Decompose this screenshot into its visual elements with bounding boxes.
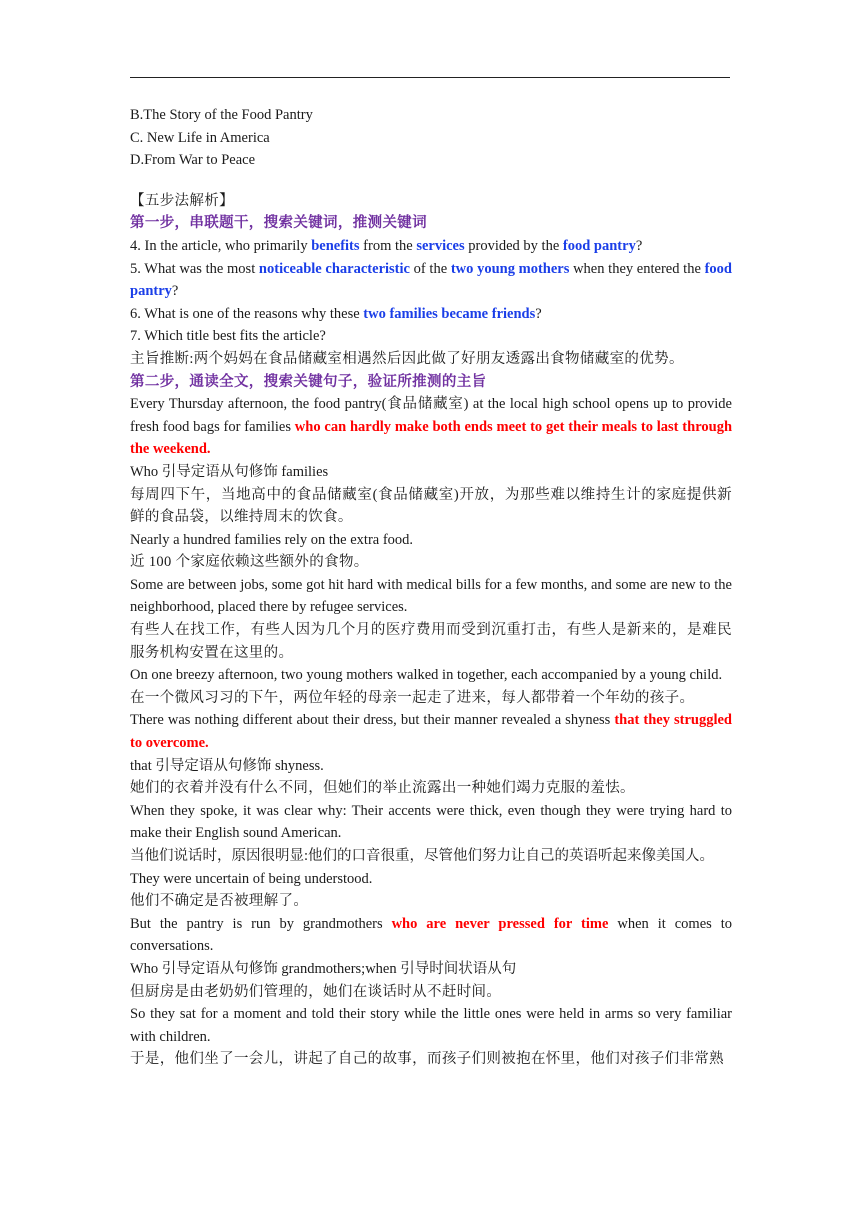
- main-idea-inference: 主旨推断:两个妈妈在食品储藏室相遇然后因此做了好朋友透露出食物储藏室的优势。: [130, 350, 684, 367]
- passage-paragraph-6: When they spoke, it was clear why: Their accents were thick, even though they were trying hard to make their English sound American.: [130, 802, 732, 842]
- passage-paragraph-7: They were uncertain of being understood.: [130, 870, 373, 887]
- question-7: 7. Which title best fits the article?: [130, 328, 326, 345]
- passage-paragraph-2: Nearly a hundred families rely on the extra food.: [130, 531, 414, 548]
- translation-7: 他们不确定是否被理解了。: [130, 893, 309, 910]
- passage-paragraph-8: But the pantry is run by grandmothers who are never pressed for time when it comes to conversations.: [130, 915, 733, 955]
- translation-8: 但厨房是由老奶奶们管理的，她们在谈话时从不赶时间。: [130, 983, 502, 1000]
- grammar-note-8: Who 引导定语从句修饰 grandmothers;when 引导时间状语从句: [130, 960, 517, 977]
- translation-6: 当他们说话时，原因很明显:他们的口音很重，尽管他们努力让自己的英语听起来像美国人。: [130, 848, 715, 864]
- translation-2: 近 100 个家庭依赖这些额外的食物。: [130, 554, 369, 571]
- passage-paragraph-9: So they sat for a moment and told their story while the little ones were held in arms so very familiar with children.: [130, 1006, 732, 1045]
- passage-paragraph-4: On one breezy afternoon, two young mothers walked in together, each accompanied by a young child.: [130, 667, 723, 684]
- step2-heading: 第二步，通读全文，搜索关键句子，验证所推测的主旨: [130, 373, 487, 390]
- translation-5: 她们的衣着并没有什么不同，但她们的举止流露出一种她们竭力克服的羞怯。: [130, 780, 635, 797]
- question-5: 5. What was the most noticeable characteristic of the two young mothers when they entered the food pantry?: [130, 260, 732, 300]
- option-b: B.The Story of the Food Pantry: [130, 107, 313, 123]
- passage-paragraph-1: Every Thursday afternoon, the food pantry(食品储藏室) at the local high school opens up to provide fresh food bags for families who can hardly make both ends meet to get their meals to last through the weekend.: [130, 396, 733, 458]
- translation-9: 于是，他们坐了一会儿，讲起了自己的故事，而孩子们则被抱在怀里，他们对孩子们非常熟: [130, 1051, 724, 1068]
- grammar-note-1: Who 引导定语从句修饰 families: [130, 463, 329, 480]
- translation-1: 每周四下午，当地高中的食品储藏室(食品储藏室)开放，为那些难以维持生计的家庭提供新鲜的食品袋，以维持周末的饮食。: [130, 486, 732, 526]
- translation-3: 有些人在找工作，有些人因为几个月的医疗费用而受到沉重打击，有些人是新来的，是难民服务机构安置在这里的。: [130, 622, 732, 661]
- header-rule: [130, 77, 730, 78]
- question-6: 6. What is one of the reasons why these two families became friends?: [130, 305, 542, 322]
- grammar-note-5: that 引导定语从句修饰 shyness.: [130, 757, 324, 774]
- option-d: D.From War to Peace: [130, 152, 256, 169]
- document-body: [130, 104, 732, 1071]
- translation-4: 在一个微风习习的下午，两位年轻的母亲一起走了进来，每人都带着一个年幼的孩子。: [130, 689, 695, 706]
- option-c: C. New Life in America: [130, 129, 270, 146]
- step1-heading: 第一步，串联题干，搜索关键词，推测关键词: [130, 215, 427, 232]
- analysis-heading: 【五步法解析】: [130, 192, 234, 209]
- passage-paragraph-3: Some are between jobs, some got hit hard with medical bills for a few months, and some are new to the neighborhood, placed there by refugee services.: [130, 576, 732, 616]
- spacer: [130, 172, 732, 190]
- passage-paragraph-5: There was nothing different about their dress, but their manner revealed a shyness that they struggled to overcome.: [130, 712, 732, 752]
- question-4: 4. In the article, who primarily benefits from the services provided by the food pantry?: [130, 237, 643, 254]
